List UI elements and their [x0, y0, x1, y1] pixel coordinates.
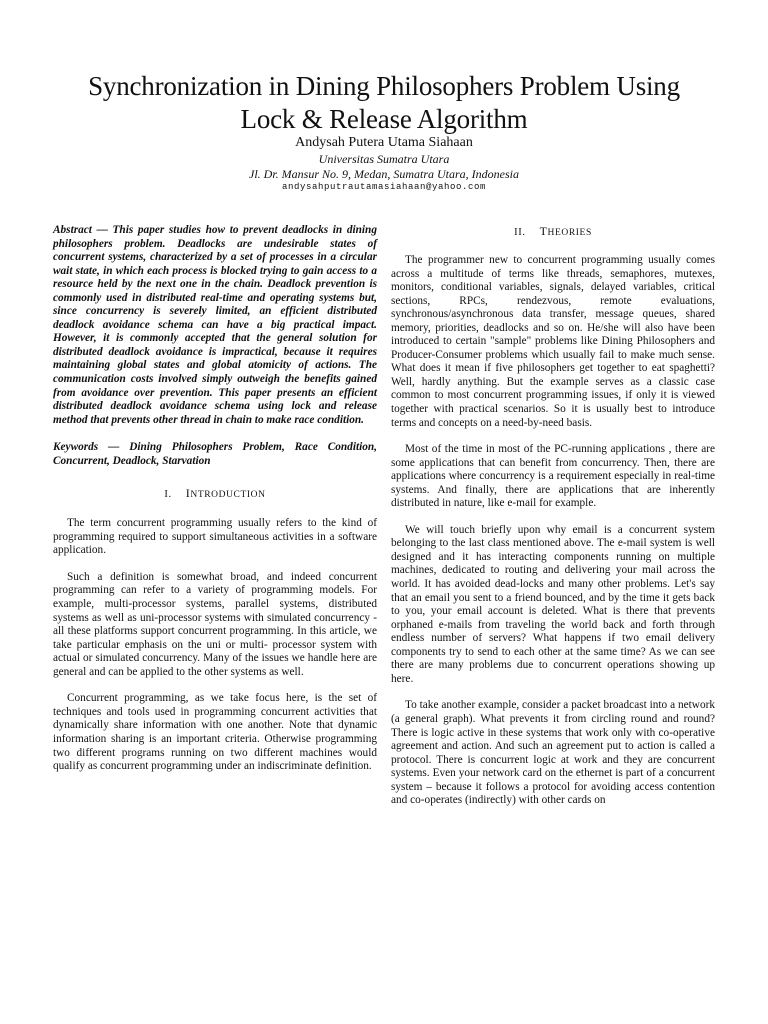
title-line-2: Lock & Release Algorithm: [240, 104, 528, 134]
section-heading-rest: NTRODUCTION: [190, 490, 266, 501]
left-column: [53, 224, 377, 774]
section-heading-introduction: [53, 486, 377, 502]
author-name: Andysah Putera Utama Siahaan: [295, 135, 473, 150]
title-line-1: Synchronization in Dining Philosophers Problem Using: [88, 71, 680, 101]
right-column: [391, 224, 715, 808]
paragraph: We will touch briefly upon why email is a concurrent system belonging to the last class mentioned above. The e-mail system is well designed and it has interacting components running on multiple machines, dedicated to routing and delivering your mail across the world. It has avoided dead-locks and many other problems. Let's say that an email you sent to a friend bounced, and by the time it gets back to you, your email account is deleted. What is there that prevents orphaned e-mails from traveling the world back and forth through endless number of servers? What happens if two email delivery components try to send to each other at the same time? As we can see there are many problems due to concurrent operations showing up here.: [391, 523, 715, 685]
paragraph: Concurrent programming, as we take focus here, is the set of techniques and tools used in programming concurrent activities that dynamically share information with one another. Note that dynamic information sharing is an important criteria. Otherwise programming two different programs running on two different machines would qualify as concurrent programming under an indiscriminate definition.: [53, 692, 377, 773]
abstract: Abstract — This paper studies how to prevent deadlocks in dining philosophers problem. Deadlocks are undesirable states of concurrent systems, characterized by a set of processes in a circular wait state, in which each process is blocked trying to gain access to a resource held by the next one in the chain. Deadlock prevention is commonly used in distributed real-time and operating systems but, since concurrency is severely limited, an efficient distributed deadlock avoidance schema can have a big practical impact. However, it is commonly accepted that the general solution for distributed deadlock avoidance is impractical, because it requires maintaining global states and global atomicity of actions. The communication costs involved simply outweigh the benefits gained from avoidance over prevention. This paper presents an efficient distributed deadlock avoidance schema using lock and release method that prevents other thread in chain to make race condition.: [53, 224, 377, 426]
paragraph: To take another example, consider a packet broadcast into a network (a general graph). What prevents it from circling round and round? There is logic active in these systems that work only with co-operative agreement and action. And such an agreement put to action is called a protocol. There is concurrent logic at work and they are concurrent systems. Even your network card on the ethernet is part of a concurrent system – because it follows a protocol for avoiding access contention and co-operates (indirectly) with other cards on: [391, 699, 715, 807]
section-heading-theories: [391, 224, 715, 240]
author-address: Jl. Dr. Mansur No. 9, Medan, Sumatra Utara, Indonesia: [249, 167, 519, 181]
keywords: Keywords — Dining Philosophers Problem, Race Condition, Concurrent, Deadlock, Starvation: [53, 441, 377, 467]
author-affiliation: Universitas Sumatra Utara: [318, 152, 450, 166]
paragraph: The programmer new to concurrent programming usually comes across a multitude of terms like threads, semaphores, mutexes, monitors, conditional variables, signals, delayed variables, critical sections, RPCs, rendezvous, remote evaluations, synchronous/asynchronous data transfer, message queues, shared memory, priorities, deadlocks and so on. He/she will also have been introduced to certain "sample" problems like Dining Philosophers and Producer-Consumer problems which usually fail to make much sense. What does it mean if five philosophers get together to eat spaghetti? Well, hardly anything. But the example serves as a classic case common to most concurrent programming issues, if only it is viewed together with practical scenarios. So it is usually best to introduce terms and concepts on a need-by-need basis.: [391, 254, 715, 429]
section-heading-initial: T: [539, 224, 548, 238]
section-heading-initial: I: [185, 486, 191, 501]
paragraph: Most of the time in most of the PC-running applications , there are some applications that can benefit from concurrency. Then, there are applications where concurrency is a requirement especially in real-time systems. And finally, there are applications that are inherently distributed in nature, like e-mail for example.: [391, 443, 715, 510]
author-email: andysahputrautamasiahaan@yahoo.com: [281, 182, 487, 192]
paragraph: Such a definition is somewhat broad, and indeed concurrent programming can refer to a variety of programming models. For example, multi-processor systems, parallel systems, distributed systems as well as uni-processor systems with simulated concurrency - all these platforms support concurrent programming. In this article, we take particular emphasis on the uni or multi- processor system with actual or simulated concurrency. Many of the issues we handle here are general and can be applied to the other systems as well.: [53, 570, 377, 678]
section-number: II.: [514, 227, 526, 238]
paper-title: [40, 70, 728, 136]
section-heading-rest: HEORIES: [547, 228, 592, 238]
section-number: I.: [164, 489, 172, 501]
paragraph: The term concurrent programming usually refers to the kind of programming required to support simultaneous activities in a software application.: [53, 517, 377, 557]
